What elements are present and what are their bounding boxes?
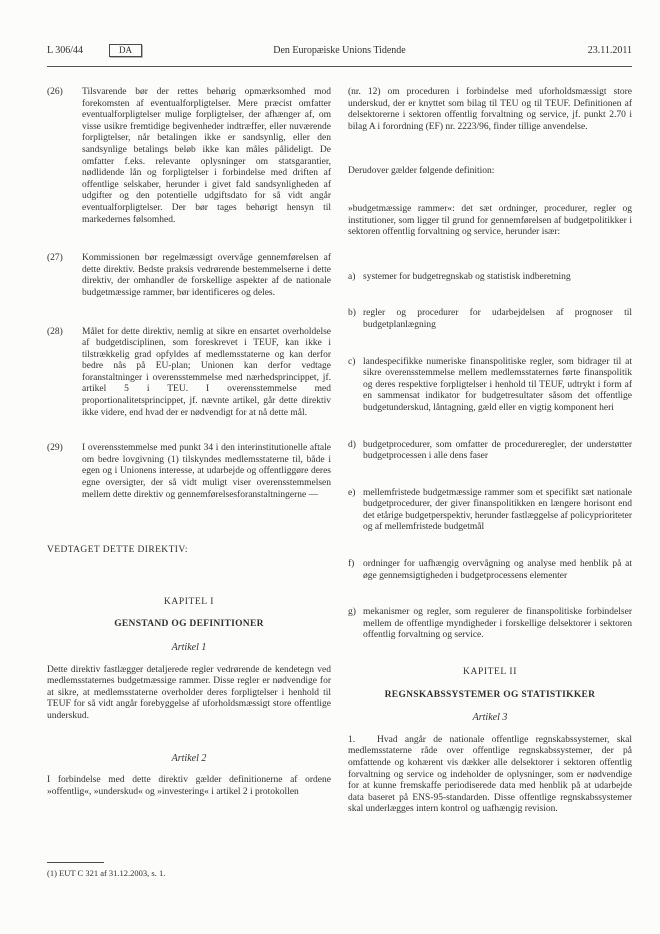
chapter-2-heading xyxy=(348,667,632,701)
article-3-label: Artikel 3 xyxy=(472,712,508,724)
definition-item-b xyxy=(348,308,632,331)
enacting-formula: VEDTAGET DETTE DIREKTIV: xyxy=(47,545,188,556)
definition-lead: »budgetmæssige rammer«: det sæt ordninger, procedurer, regler og institutioner, som ligger til grund for gennemførelsen af budgetpolitikker i sektoren offentlig forvaltning og service, herunder især: xyxy=(348,203,632,238)
recital-26 xyxy=(47,87,331,226)
left-column xyxy=(47,87,331,888)
recital-27 xyxy=(47,253,331,299)
chapter-1-label: KAPITEL I xyxy=(163,596,215,607)
chapter-1-title: GENSTAND OG DEFINITIONER xyxy=(114,619,264,630)
item-text: landespecifikke numeriske finanspolitiske regler, som bidrager til at sikre overensstemmelse mellem medlemsstaternes førte finanspolitik og deres respektive forpligtelser i henhold til TEUF, udtrykt i form af en sammensat indikator for budgetresultater såsom det offentlige budgetunderskud, låntagning, gæld eller en vigtig komponent heri xyxy=(363,356,632,413)
chapter-2-label: KAPITEL II xyxy=(463,667,517,678)
recital-number: (28) xyxy=(47,326,63,337)
definition-item-f xyxy=(348,559,632,582)
item-letter: f) xyxy=(348,559,355,570)
item-letter: d) xyxy=(348,439,356,450)
page-reference: L 306/44 xyxy=(47,45,84,56)
recital-29 xyxy=(47,443,331,501)
item-letter: b) xyxy=(348,308,356,319)
page-header xyxy=(47,44,632,57)
item-letter: a) xyxy=(348,271,356,282)
journal-title: Den Europæiske Unions Tidende xyxy=(273,45,406,56)
recital-number: (29) xyxy=(47,443,63,454)
two-column-body xyxy=(47,87,632,888)
recital-text: Tilsvarende bør der rettes behørig opmærksomhed mod forekomsten af eventualforpligtelser. Mere præcist omfatter eventualforpligtelser mulige forpligtelser, der afhænger af, om visse usikre fremtidige begivenheder indtræffer, eller nuværende forpligtelser, når betalingen ikke er sandsynlig, eller den sandsynlige betalings beløb ikke kan måles pålideligt. De omfatter f.eks. relevante oplysninger om statsgarantier, nødlidende lån og forpligtelser i forbindelse med driften af offentlige selskaber, herunder i givet fald sandsynligheden af udgifter og den potentielle udgiftsdato for så vidt angår eventualforpligtelser. Der bør tages behørigt hensyn til markedernes følsomhed. xyxy=(82,87,331,225)
footnote-text: (1) EUT C 321 af 31.12.2003, s. 1. xyxy=(47,868,166,879)
item-text: systemer for budgetregnskab og statistisk indberetning xyxy=(363,271,571,282)
item-text: mekanismer og regler, som regulerer de finanspolitiske forbindelser mellem de offentlige myndigheder i forskellige delsektorer i sektoren offentlig forvaltning og service. xyxy=(363,607,632,641)
item-text: ordninger for uafhængig overvågning og analyse med henblik på at øge gennemsigtigheden i budgetprocessens elementer xyxy=(363,559,632,581)
definition-intro: Derudover gælder følgende definition: xyxy=(348,166,495,177)
footnote-block xyxy=(47,862,331,880)
definition-item-a xyxy=(348,272,632,284)
language-badge: DA xyxy=(109,44,142,57)
item-letter: c) xyxy=(348,356,356,367)
header-rule xyxy=(47,66,632,67)
header-left xyxy=(47,44,217,57)
article-3-text: 1. Hvad angår de nationale offentlige regnskabssystemer, skal medlemsstaterne råde over offentlige regnskabssystemer, der på omfattende og kohærent vis dækker alle delsektorer i sektoren offentlig forvaltning og service og indeholder de oplysninger, som er nødvendige for at kunne fremskaffe periodiserede data med henblik på at udarbejde data baseret på ENS-95-standarden. Disse offentlige regnskabssystemer skal underlægges intern kontrol og uafhængig revision. xyxy=(348,734,632,815)
definition-item-e xyxy=(348,488,632,534)
definition-item-d xyxy=(348,440,632,463)
article-1-text: Dette direktiv fastlægger detaljerede regler vedrørende de kendetegn ved medlemsstaternes budgetmæssige rammer. Disse regler er nødvendige for at sikre, at medlemsstaterne overholder deres forpligtelser i henhold til TEUF for så vidt angår forebyggelse af uforholdsmæssigt store offentlige underskud. xyxy=(47,664,331,721)
footnote-rule xyxy=(47,862,104,863)
recital-number: (27) xyxy=(47,253,63,264)
right-column xyxy=(348,87,632,888)
chapter-1-heading xyxy=(47,597,331,631)
chapter-2-title: REGNSKABSSYSTEMER OG STATISTIKKER xyxy=(384,689,596,700)
item-text: regler og procedurer for udarbejdelsen af prognoser til budgetplanlægning xyxy=(363,308,632,330)
article-2-continuation: (nr. 12) om proceduren i forbindelse med uforholdsmæssigt store underskud, der er knyttet som bilag til TEU og til TEUF. Definitionen af delsektorerne i sektoren offentlig forvaltning og service, jf. punkt 2.70 i bilag A i forordning (EF) nr. 2223/96, finder tillige anvendelse. xyxy=(348,87,632,132)
item-letter: e) xyxy=(348,487,356,498)
recital-number: (26) xyxy=(47,87,63,97)
article-2-text: I forbindelse med dette direktiv gælder definitionerne af ordene »offentlig«, »underskud« og »investering« i artikel 2 i protokollen xyxy=(47,775,331,797)
recital-text: Målet for dette direktiv, nemlig at sikre en ensartet overholdelse af budgetdisciplinen, som foreskrevet i TEUF, kan ikke i tilstrækkelig grad opfyldes af medlemsstaterne og kan derfor bedre nås på EU-plan; Unionen kan derfor vedtage foranstaltninger i overensstemmelse med nærhedsprincippet, jf. artikel 5 i TEU. I overensstemmelse med proportionalitetsprincippet, jf. nævnte artikel, går dette direktiv ikke videre, end hvad der er nødvendigt for at nå dette mål. xyxy=(82,326,331,418)
definition-item-g xyxy=(348,607,632,642)
issue-date: 23.11.2011 xyxy=(587,45,632,56)
article-2-label: Artikel 2 xyxy=(171,752,207,764)
recital-28 xyxy=(47,327,331,420)
item-text: budgetprocedurer, som omfatter de procedureregler, der understøtter budgetprocessen i alle dens faser xyxy=(363,439,632,462)
item-letter: g) xyxy=(348,607,356,618)
recital-text: Kommissionen bør regelmæssigt overvåge gennemførelsen af dette direktiv. Bedste praksis vedrørende bestemmelserne i dette direktiv, der omhandler de forskellige aspekter af de nationale budgetmæssige rammer, bør identificeres og deles. xyxy=(82,253,331,298)
item-text: mellemfristede budgetmæssige rammer som et specifikt sæt nationale budgetprocedurer, der giver finanspolitikken en længere horisont end det etårige budgetperspektiv, herunder fastlæggelse af policyprioriteter og af mellemfristede budgetmål xyxy=(363,487,632,533)
recital-text: I overensstemmelse med punkt 34 i den interinstitutionelle aftale om bedre lovgivning (1) tilskyndes medlemsstaterne til, både i egen og i Unionens interesse, at udarbejde og offentliggøre deres egne oversigter, der så vidt muligt viser overensstemmelsen mellem dette direktiv og gennemførelsesforanstaltningerne — xyxy=(82,443,331,500)
definition-item-c xyxy=(348,357,632,415)
article-1-label: Artikel 1 xyxy=(171,642,207,653)
